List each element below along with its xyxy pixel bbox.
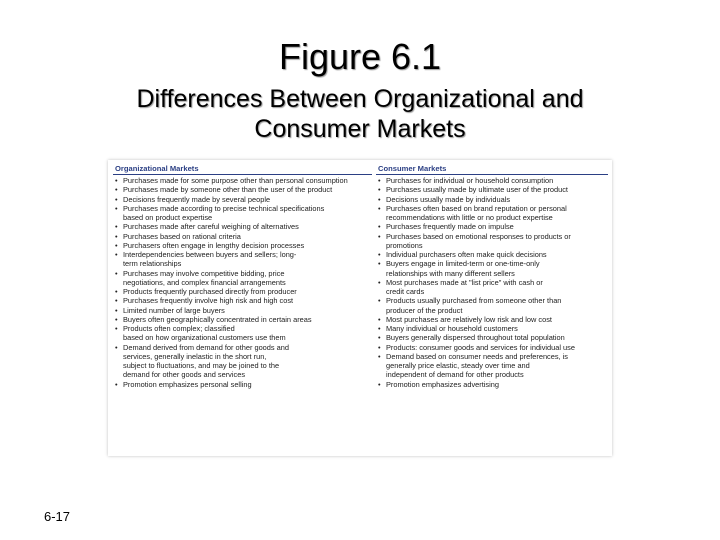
organizational-markets-item: • Purchases made by someone other than the user of the product <box>113 185 372 194</box>
organizational-markets-list <box>113 176 372 389</box>
organizational-markets-item: • Purchasers often engage in lengthy decision processes <box>113 241 372 250</box>
consumer-markets-item: • Purchases frequently made on impulse <box>376 222 608 231</box>
consumer-markets-item: • Products usually purchased from someone other than producer of the product <box>376 296 608 315</box>
organizational-markets-item: • Buyers often geographically concentrated in certain areas <box>113 315 372 324</box>
consumer-markets-item: • Purchases usually made by ultimate user of the product <box>376 185 608 194</box>
organizational-markets-item: • Purchases may involve competitive bidding, price negotiations, and complex financial arrangements <box>113 269 372 288</box>
organizational-markets-item: • Products frequently purchased directly from producer <box>113 287 372 296</box>
organizational-markets-column <box>113 163 376 389</box>
organizational-markets-item: • Purchases made according to precise technical specifications based on product expertise <box>113 204 372 223</box>
consumer-markets-item: • Many individual or household customers <box>376 324 608 333</box>
consumer-markets-item: • Demand based on consumer needs and preferences, is generally price elastic, steady over time and independent of demand for other products <box>376 352 608 380</box>
consumer-markets-column <box>376 163 608 389</box>
slide-subtitle: Differences Between Organizational and Consumer Markets <box>136 85 584 143</box>
slide-title: Figure 6.1 <box>278 36 442 77</box>
consumer-markets-item: • Products: consumer goods and services for individual use <box>376 343 608 352</box>
organizational-markets-header: Organizational Markets <box>113 163 372 175</box>
organizational-markets-item: • Interdependencies between buyers and sellers; long- term relationships <box>113 250 372 269</box>
organizational-markets-item: • Limited number of large buyers <box>113 306 372 315</box>
consumer-markets-item: • Most purchases are relatively low risk and low cost <box>376 315 608 324</box>
consumer-markets-item: • Purchases based on emotional responses to products or promotions <box>376 232 608 251</box>
organizational-markets-item: • Purchases made for some purpose other than personal consumption <box>113 176 372 185</box>
organizational-markets-item: • Promotion emphasizes personal selling <box>113 380 372 389</box>
consumer-markets-item: • Purchases for individual or household consumption <box>376 176 608 185</box>
organizational-markets-item: • Products often complex; classified based on how organizational customers use them <box>113 324 372 343</box>
consumer-markets-item: • Most purchases made at "list price" with cash or credit cards <box>376 278 608 297</box>
organizational-markets-item: • Decisions frequently made by several people <box>113 195 372 204</box>
consumer-markets-header: Consumer Markets <box>376 163 608 175</box>
organizational-markets-item: • Demand derived from demand for other goods and services, generally inelastic in the short run, subject to fluctuations, and may be joined to the demand for other goods and services <box>113 343 372 380</box>
consumer-markets-item: • Buyers engage in limited-term or one-time-only relationships with many different sellers <box>376 259 608 278</box>
consumer-markets-list <box>376 176 608 389</box>
consumer-markets-item: • Buyers generally dispersed throughout total population <box>376 333 608 342</box>
organizational-markets-item: • Purchases frequently involve high risk and high cost <box>113 296 372 305</box>
consumer-markets-item: • Purchases often based on brand reputation or personal recommendations with little or no product expertise <box>376 204 608 223</box>
consumer-markets-item: • Individual purchasers often make quick decisions <box>376 250 608 259</box>
consumer-markets-item: • Promotion emphasizes advertising <box>376 380 608 389</box>
consumer-markets-item: • Decisions usually made by individuals <box>376 195 608 204</box>
organizational-markets-item: • Purchases based on rational criteria <box>113 232 372 241</box>
slide-number: 6-17 <box>44 509 71 524</box>
comparison-table <box>108 160 612 456</box>
organizational-markets-item: • Purchases made after careful weighing of alternatives <box>113 222 372 231</box>
